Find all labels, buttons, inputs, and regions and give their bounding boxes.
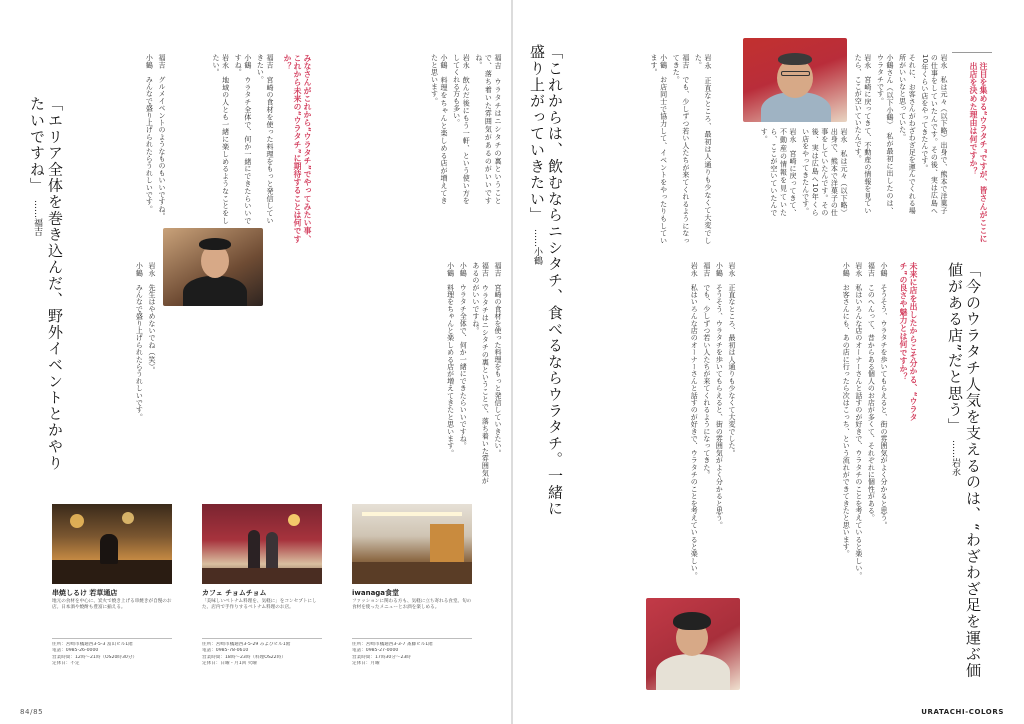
shop-hours: 営業時間：12時〜21時（OS20時30分） (52, 654, 138, 660)
pull-quote-1 (946, 262, 982, 682)
shop-info (352, 638, 472, 668)
paragraph: 小鶴 みんなで盛り上げられたらうれしいです。 (135, 262, 144, 421)
shop-phone: 電話：0985-78-0610 (202, 648, 249, 654)
pull-quote-1-text: 「今のウラタチ人気を支えるのは、“わざわざ足を運ぶ価値がある店”だと思う」 (946, 262, 982, 679)
right-body-column-2 (742, 262, 888, 672)
shop-info (52, 638, 172, 668)
person-silhouette (248, 530, 260, 570)
pull-quote-2 (528, 44, 564, 524)
shop-address: 住所：宮崎市橘通西3-3-7 斎藤ビル1階 (352, 642, 433, 647)
shop-description: ファッションに関わる方も、気軽に立ち寄れる食堂。旬の食材を使ったメニューとお酒を楽しめる。 (352, 599, 472, 611)
left-pull-quote (28, 96, 64, 476)
right-body-column-1b (742, 128, 848, 216)
portrait-hair (778, 53, 812, 65)
person-silhouette (266, 532, 278, 570)
paragraph: 小鶴 料理をちゃんと楽しめる店が増えてきたと思います。 (446, 262, 455, 457)
shop-description: 「美味しいベトナム料理を、気軽に」をコンセプトにした、店内で手作りするベトナム料理のお店。 (202, 599, 317, 611)
pull-quote-1-attribution: ……岩永 (950, 439, 960, 476)
paragraph: 岩永 私はいろんな店のオーナーさんと話すのが好きで、ウラタチのことを考えていると楽しい。 (854, 262, 863, 579)
shop-card-chom-chom (202, 504, 322, 676)
counter-shape (202, 568, 322, 584)
shop-address: 住所：宮崎市橘通西3-5-29 みよぴビル1階 (202, 642, 291, 647)
portrait-hair (199, 238, 231, 250)
paragraph: 福吉 でも、少しずつ若い人たちが来てくれるようになってきた。 (672, 54, 690, 244)
paragraph: 福吉 でも、少しずつ若い人たちが来てくれるようになってきた。 (702, 262, 711, 478)
paragraph: それに、お客さんがわざわざ足を運んでくれる場所がいいなと思っていた。 (898, 54, 917, 214)
paragraph: 岩永 地域の人とも一緒に楽しめるようなことをしたい。 (212, 54, 230, 224)
shop-name: iwanaga食堂 (352, 589, 400, 597)
page-fold (511, 0, 513, 724)
shop-info (202, 638, 322, 668)
paragraph: 小鶴 お店同士で協力して、イベントをやったりもしています。 (650, 54, 668, 244)
paragraph: 小鶴 ウラタチ全体で、何か一緒にできたらいいですね。 (459, 262, 468, 450)
shop-holiday: 定休日：不定 (52, 661, 80, 667)
person-silhouette (100, 534, 118, 564)
lamp-icon (122, 512, 134, 524)
shop-description: 地元の食材を中心に、炭火で焼き上げる串焼きが自慢のお店。日本酒や焼酎も豊富に揃える。 (52, 599, 172, 611)
lamp-icon (288, 514, 300, 526)
paragraph: 岩永 先生はやめないでね（笑）。 (148, 262, 156, 374)
paragraph: 小鶴 料理をちゃんと楽しめる店が増えてきたと思います。 (430, 54, 449, 204)
left-pull-quote-text: 「エリア全体を巻き込んだ、野外イベントとかやりたいですね」 (28, 96, 64, 471)
glasses-icon (781, 71, 810, 76)
shop-name: 串焼しるけ 若草通店 (52, 589, 118, 597)
page-number: 84/85 (20, 708, 44, 716)
left-question (282, 54, 312, 244)
counter-shape (352, 562, 472, 584)
paragraph: 岩永 私は元々（以下略）出身で、熊本で洋菓子の仕事をしていたんです。その後、実は広島へ10年くらい店をやってきたんです。 (920, 54, 948, 214)
portrait-body (656, 654, 730, 690)
shop-name: カフェ チョムチョム (202, 589, 267, 597)
paragraph: 福吉 宮崎の食材を使った料理をもっと発信していきたい。 (256, 54, 274, 224)
question-2-text: 未来に店を出したからこそ分かる、“ウラタチ”の良さや魅力とは何ですか？ (899, 262, 918, 422)
paragraph: 岩永 正直なところ、最初は人通りも少なくて大変でした。 (728, 262, 736, 457)
shop-photo (202, 504, 322, 584)
left-body-column-4 (80, 54, 166, 244)
magazine-folio: URATACHI-COLORS (921, 708, 1004, 716)
paragraph: 福吉 グルメイベントのようなものもいいですね。 (158, 54, 166, 220)
ceiling-light (362, 512, 462, 516)
shop-photo (352, 504, 472, 584)
shop-address: 住所：宮崎市橘通西3-5-3 富山ビル1階 (52, 642, 133, 647)
paragraph: 岩永 正直なところ、最初は人通りも少なくて大変でした。 (694, 54, 712, 244)
right-question-2 (898, 262, 918, 440)
paragraph: 小鶴 お客さんにも、あの店に行ったら次はこっち、という流れができてきたと思います。 (842, 262, 851, 558)
shop-card-kushiyaki (52, 504, 172, 676)
paragraph: 岩永 私は元々（以下略）出身で、熊本で洋菓子の仕事をしていたんです。その後、実は広島へ10年くらい店をやってきたんです。 (801, 128, 848, 216)
shop-phone: 電話：0985-27-0000 (352, 648, 399, 654)
lead-rule (952, 52, 992, 53)
shop-phone: 電話：0985-26-0000 (52, 648, 99, 654)
paragraph: 福吉 宮崎の食材を使った料理をもっと発信していきたい。 (494, 262, 502, 457)
paragraph: 小鶴 ウラタチ全体で、何か一緒にできたらいいですね。 (234, 54, 252, 224)
portrait-fukuyoshi (163, 228, 263, 306)
portrait-iwanaga (743, 38, 847, 122)
lead-question-text: 注目を集める“ウラタチ”ですが、皆さんがここに出店を決めた理由は何ですか？ (969, 62, 988, 243)
paragraph: 岩永 宮崎に戻ってきて、不動産の情報を見ていたら、ここが空いていたんです。 (854, 54, 872, 214)
paragraph: 岩永 飲んだ後にもう一軒、という使い方をしてくれる方も多い。 (452, 54, 471, 204)
right-body-column-1 (852, 54, 948, 214)
right-body-column-3 (600, 54, 712, 244)
left-pull-quote-attribution: ……福吉 (32, 199, 42, 236)
shop-hours: 営業時間：17時30分〜23時 (352, 654, 411, 660)
paragraph: 小鶴 そうそう、ウラタチを歩いてもらえると、街の雰囲気がよく分かると思う。 (715, 262, 724, 529)
left-body-column-3 (270, 262, 502, 484)
wall-panel (430, 524, 464, 564)
left-question-text: みなさんがこれから“ウラタチ”でやってみたい事、これから未来の“ウラタチ”に期待することは何ですか？ (283, 54, 312, 244)
pull-quote-2-attribution: ……小鶴 (532, 229, 542, 266)
paragraph: 小鶴 みんなで盛り上げられたらうれしいです。 (145, 54, 154, 213)
shop-card-iwanaga (352, 504, 472, 676)
portrait-hair (673, 612, 711, 630)
portrait-body (183, 276, 247, 306)
left-body-column-1 (330, 54, 502, 204)
shop-hours: 営業時間：18時〜23時（料理OS22時） (202, 654, 286, 660)
portrait-kozuru (646, 598, 740, 690)
paragraph: 小鶴 そうそう、ウラタチを歩いてもらえると、街の雰囲気がよく分かると思う。 (880, 262, 888, 529)
lamp-icon (70, 514, 84, 528)
paragraph: 福吉 ウラタチはニシタチの裏ということで、落ち着いた雰囲気があるのがいいですね。 (471, 262, 490, 484)
shop-holiday: 定休日：月曜 (352, 661, 380, 667)
paragraph: 岩永 私はいろんな店のオーナーさんと話すのが好きで、ウラタチのことを考えていると楽しい。 (690, 262, 699, 579)
paragraph: 福吉 ウラタチはニシタチの裏ということで、落ち着いた雰囲気があるのがいいですね。 (474, 54, 502, 204)
pull-quote-2-text: 「これからは、飲むならニシタチ、食べるならウラタチ。一緒に盛り上がっていきたい」 (528, 44, 564, 517)
right-lead-question (968, 62, 988, 248)
paragraph: 小鶴さん（以下小鶴） 私が最初に出したのは、ウラタチです。 (876, 54, 895, 214)
paragraph: 福吉 このへんって、昔からある個人のお店が多くて、それぞれに個性がある。 (867, 262, 876, 522)
paragraph: 岩永 宮崎に戻ってきて、不動産の情報を見ていたら、ここが空いていたんです。 (760, 128, 798, 216)
left-body-column-2 (172, 54, 274, 224)
shop-photo (52, 504, 172, 584)
shop-holiday: 定休日：日曜・月1回 火曜 (202, 661, 257, 667)
left-body-column-5 (80, 262, 156, 484)
